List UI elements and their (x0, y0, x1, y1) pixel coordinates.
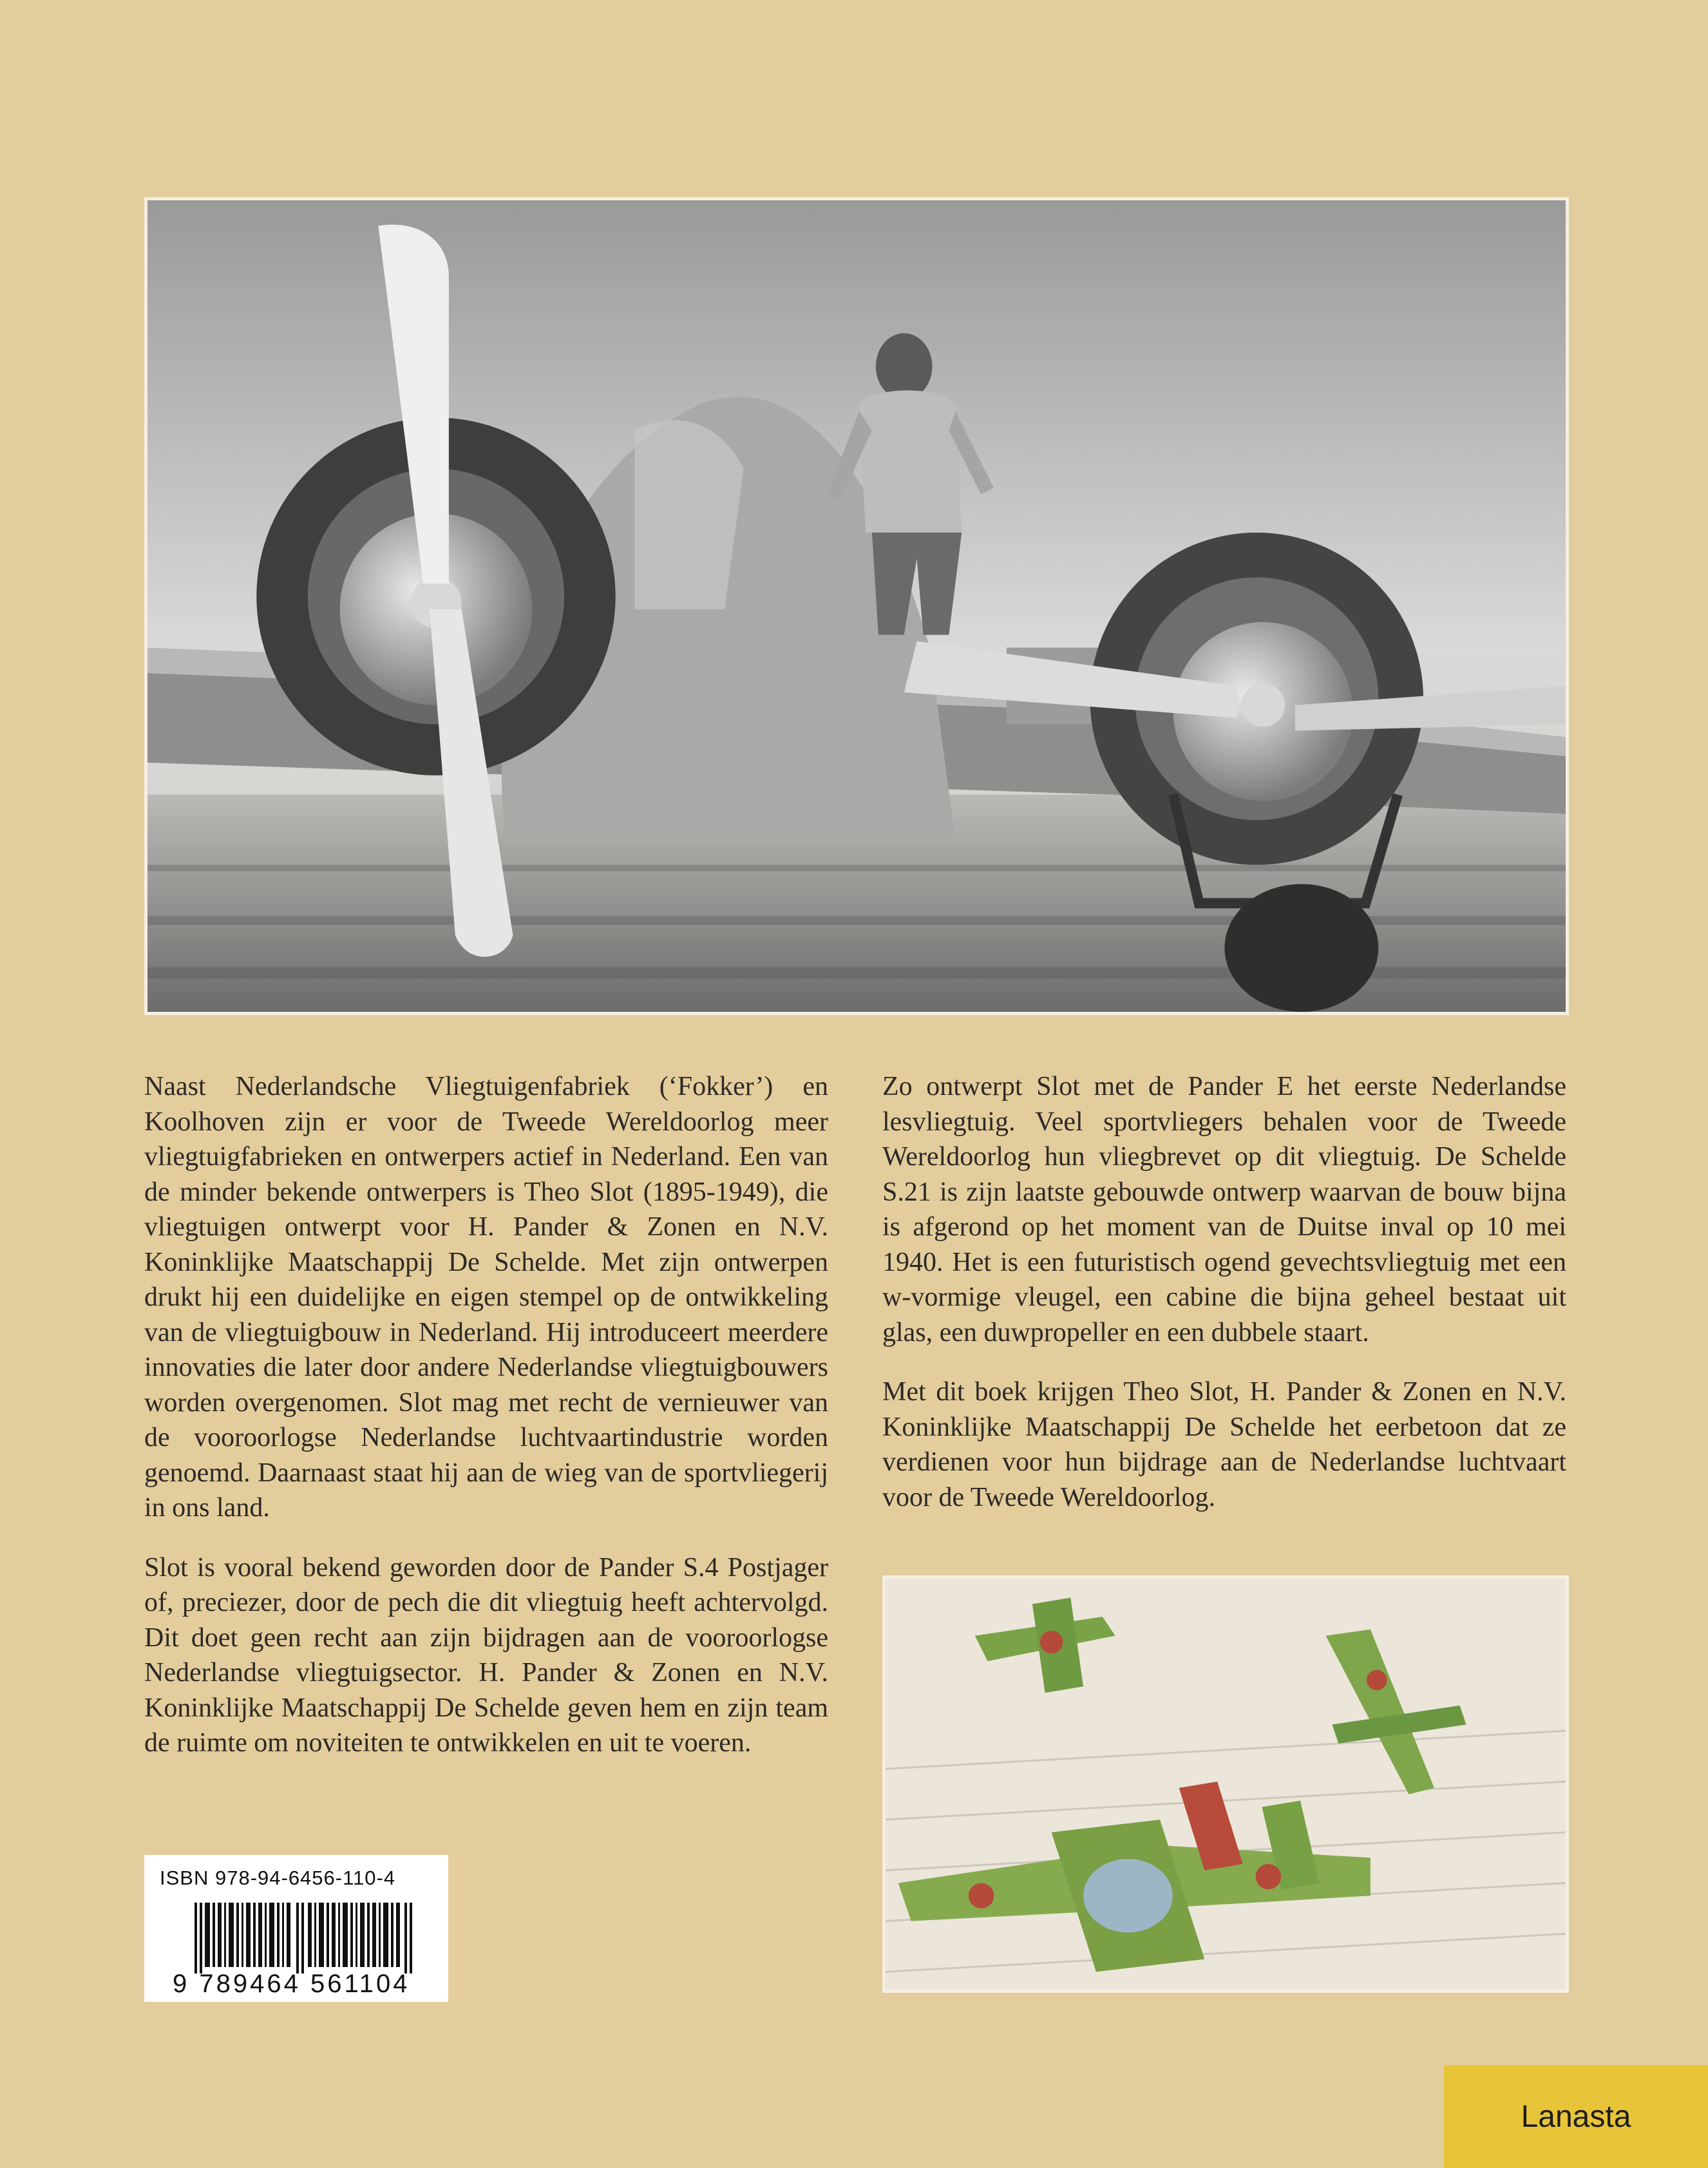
publisher-logo (1444, 2065, 1708, 2168)
right-paragraph-1: Zo ontwerpt Slot met de Pander E het eerste Nederlandse lesvliegtuig. Veel sportvliegers behalen voor de Tweede Wereldoorlog hun vliegbrevet op dit vliegtuig. De Schelde S.21 is zijn laatste gebouwde ontwerp waarvan de bouw bijna is afgerond op het moment van de Duitse inval op 10 mei 1940. Het is een futuristisch ogend gevechtsvliegtuig met een w-vormige vleugel, een cabine die bijna geheel bestaat uit glas, een duwpropeller en een dubbele staart. (882, 1072, 1566, 1347)
barcode-bars (195, 1903, 413, 1973)
aircraft-painting (882, 1575, 1569, 1993)
isbn-barcode (144, 1855, 448, 2002)
aircraft-painting-illustration (886, 1579, 1566, 1990)
aircraft-photo-illustration (147, 200, 1566, 1012)
left-paragraph-2: Slot is vooral bekend geworden door de Pander S.4 Postjager of, preciezer, door de pech die dit vliegtuig heeft achtervolgd. Dit doet geen recht aan zijn bijdragen aan de vooroorlogse Nederlandse vliegtuigsector. H. Pander & Zonen en N.V. Koninklijke Maatschappij De Schelde geven hem en zijn team de ruimte om noviteiten te ontwikkelen en uit te voeren. (144, 1552, 828, 1758)
text-column-right (882, 1069, 1566, 1539)
right-paragraph-2: Met dit boek krijgen Theo Slot, H. Pander & Zonen en N.V. Koninklijke Maatschappij De Schelde het eerbetoon dat ze verdienen voor hun bijdrage aan de Nederlandse luchtvaart voor de Tweede Wereldoorlog. (882, 1377, 1566, 1512)
left-paragraph-1: Naast Nederlandsche Vliegtuigenfabriek (‘Fokker’) en Koolhoven zijn er voor de Tweede Wereldoorlog meer vliegtuigfabrieken en ontwerpers actief in Nederland. Een van de minder bekende ontwerpers is Theo Slot (1895-1949), die vliegtuigen ontwerpt voor H. Pander & Zonen en N.V. Koninklijke Maatschappij De Schelde. Met zijn ontwerpen drukt hij een duidelijke en eigen stempel op de ontwikkeling van de vliegtuigbouw in Nederland. Hij introduceert meerdere innovaties die later door andere Nederlandse vliegtuigbouwers worden overgenomen. Slot mag met recht de vernieuwer van de vooroorlogse Nederlandse luchtvaartindustrie worden genoemd. Daarnaast staat hij aan de wieg van de sportvliegerij in ons land. (144, 1072, 828, 1523)
barcode-digits: 9 789464 561104 (173, 1970, 410, 1998)
aircraft-photo (144, 197, 1569, 1015)
text-column-left (144, 1069, 828, 1785)
isbn-label: ISBN 978-94-6456-110-4 (160, 1867, 396, 1889)
publisher-name: Lanasta (1521, 2099, 1631, 2134)
